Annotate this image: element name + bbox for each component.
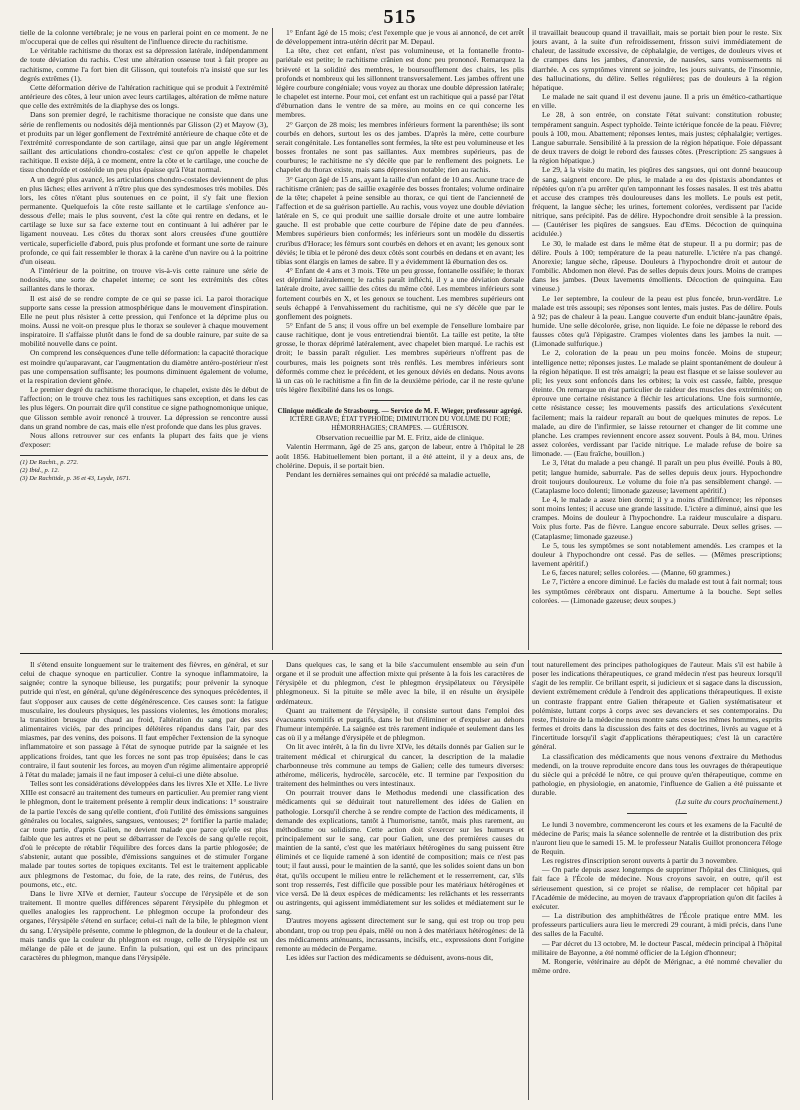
paragraph: Pendant les dernières semaines qui ont précédé sa maladie actuelle, — [286, 469, 491, 479]
paragraph: Dans le livre XIVe et dernier, l'auteur s'occupe de l'érysipèle et de son traitement. Il montre quelles différences séparent l'érysipèle du phlegmon et quelles analogies les rapprochent. Le phlegmon occupe la profondeur des organes, l'érysipèle s'étend en surface; celui-ci naît de la bile, le phlegmon vient du sang. L'érysipèle présente, comme le phlegmon, de la douleur et de la chaleur, mais tandis que la couleur du phlegmon est rouge, celle de l'érysipèle est un mélange de pâle et de jaune. Enfin la pulsation, qui est un des principaux caractères du phlegmon, manque dans l'érysipèle. — [20, 888, 268, 962]
news-item: — On parle depuis assez longtemps de supprimer l'hôpital des Cliniques, qui fait face à l'École de médecine. Nous croyons savoir, en outre, qu'il est sérieusement question, si ce projet se réalise, de remplacer cet hôpital par l'Académie de médecine, au moyen de travaux d'appropriation qu'on dit faciles à exécuter. — [532, 865, 782, 911]
column-rule — [272, 28, 273, 650]
paragraph: Quant au traitement de l'érysipèle, il consiste surtout dans l'emploi des évacuants vomitifs et purgatifs, dans le but d'éliminer et d'expulser au dehors l'humeur intempérée. La saignée est très rarement indiquée et seulement dans les cas où il y a mélange d'érysipèle et de phlegmon. — [276, 705, 524, 743]
bottom-column-3 — [532, 660, 782, 1100]
paragraph: Le 29, à la visite du matin, les piqûres des sangsues, qui ont donné beaucoup de sang, saignent encore. De plus, le malade a eu des épistaxis abondantes et répétées qu'on n'a pu arrêter qu'en tamponnant les fosses nasales. Il est très abattu et accuse des crampes très douloureuses dans les mollets. Le pouls est petit, fréquent, la langue sèche; les urines, fortement colorées, verdissent par l'acide nitrique, sans précipité. Pas de délire. Hypochondre droit sensible à la pression. — (Cautériser les piqûres de sangsues. Eau d'Ems. Décoction de quinquina acidulée.) — [532, 165, 782, 239]
paragraph: Le 4, le malade a assez bien dormi; il y a moins d'indifférence; les réponses sont moins lentes; il accuse une grande lassitude. L'ictère a diminué, ainsi que les crampes. Moins de douleur à l'hypochondre. La raideur musculaire a disparu. Voix plus forte. Pas de fièvre. Langue encore saburrale. Deux selles grises. — (Cataplasme; limonade gazeuse.) — [532, 494, 782, 541]
paragraph: Le 6, fæces naturel; selles colorées. — (Manne, 60 grammes.) — [542, 568, 731, 578]
continuation-note: (La suite du cours prochainement.) — [675, 797, 782, 807]
top-column-2 — [276, 28, 524, 650]
paragraph: D'autres moyens agissent directement sur le sang, qui est trop ou trop peu abondant, trop ou trop peu épais, mêlé ou non à des matériaux hétérogènes: de là des médicaments atténuants, incrassants, incisifs, etc., expressions dont l'origine remonte au médecin de Pergame. — [276, 916, 524, 953]
news-item: Le lundi 3 novembre, commenceront les cours et les examens de la Faculté de médecine de Paris; mais la séance solennelle de rentrée et la distribution des prix n'auront lieu que le samedi 15. M. le professeur Natalis Guillot prononcera l'éloge de Requin. — [532, 819, 782, 856]
paragraph: Le premier degré du rachitisme thoracique, le chapelet, existe dès le début de l'affection; on le trouve chez tous les rachitiques sans exception, et dans les cas les plus légers. On pourrait dire qu'il constitue ce signe pathognomonique unique, que Glisson semble avoir renoncé à trouver. La dépression se rencontre aussi dans un grand nombre de cas, mais elle n'est profonde que dans les plus graves. — [20, 385, 268, 431]
footnote: (3) De Rachitide, p. 36 et 43, Leyde, 1671. — [20, 475, 131, 483]
paragraph: A l'intérieur de la poitrine, on trouve vis-à-vis cette rainure une série de nodosités, une sorte de chapelet interne; ce sont les extrémités des côtes saillantes dans le thorax. — [20, 266, 268, 294]
paragraph: Valentin Herrmann, âgé de 25 ans, garçon de labeur, entre à l'hôpital le 28 août 1856. Habituellement bien portant, il a été atteint, il y a deux ans, de cholérine. Depuis, il se portait bien. — [276, 442, 524, 470]
news-item: — La distribution des amphithéâtres de l'École pratique entre MM. les professeurs particuliers aura lieu le mercredi 29 courant, à midi précis, dans l'une des salles de la Faculté. — [532, 911, 782, 939]
column-rule — [528, 28, 529, 650]
news-item: Les registres d'inscription seront ouverts à partir du 3 novembre. — [542, 856, 738, 866]
bottom-column-2 — [276, 660, 524, 1100]
footnotes — [20, 455, 268, 483]
clinic-section-subtitle: ICTÈRE GRAVE; ÉTAT TYPHOÏDE; DIMINUTION DU VOLUME DU FOIE; HÉMORRHAGIES; CRAMPES. — GUÉRISON. — [289, 416, 511, 432]
footnote: (1) De Rachit., p. 272. — [20, 459, 79, 467]
paragraph: Le malade ne sait quand il est devenu jaune. Il a pris un émético-cathartique en ville. — [532, 92, 782, 111]
paragraph: On comprend les conséquences d'une telle déformation: la capacité thoracique est moindre qu'auparavant, car l'augmentation du diamètre antéro-postérieur n'est pas une compensation suffisante; les poumons diminuent également de volume, et la respiration devient gênée. — [20, 348, 268, 385]
paragraph: 3° Garçon âgé de 15 ans, ayant la taille d'un enfant de 10 ans. Aucune trace de rachitisme crânien; pas de saillie exagérée des bosses frontales; volume ordinaire de la tête; chapelet à peine sensible au thorax, ce qui tient de l'ancienneté de l'affection et de sa guérison partielle. Au rachis, vous voyez une double déviation latérale en S, ce qui produit une saillie dorsale droite et une autre lombaire gauche. Il est probable que cette courbure de l'épine date de peu d'années. Membres supérieurs bien conformés; les inférieurs sont un modèle du dissertis crurïbus d'Horace; les fémurs sont courbés en dehors et en avant; les genoux sont déviés; le tibia et le péroné des deux côtés sont courbés en dedans et en avant; les tibias sont élargis en lames de sabre. Il y a évidemment là éburnation des os. — [276, 174, 524, 266]
footnote: (2) Ibid., p. 12. — [20, 467, 60, 475]
paragraph: tout naturellement des principes pathologiques de l'auteur. Mais s'il est habile à poser les indications thérapeutiques, ce grand médecin n'est pas heureux lorsqu'il s'agit de les remplir. Ce brillant esprit, si judicieux et si sagace dans la discussion, devient extrêmement crédule à l'endroit des applications thérapeutiques. Il existe un contraste frappant entre Galien thérapeute et Galien systématisateur et polémiste, luttant corps à corps avec ses devanciers et ses contemporains. Du reste, l'histoire de la médecine nous montre sans cesse les mêmes hommes, esprits fermes et droits dans la discussion des faits et des doctrines, livrés au vague et à l'incertitude lorsqu'il s'agit d'applications thérapeutiques; c'est là un caractère général. — [532, 660, 782, 752]
paragraph: Il s'étend ensuite longuement sur le traitement des fièvres, en général, et sur celui de chaque synoque en particulier. Contre la synoque inflammatoire, la saignée; contre la synoque bilieuse, les purgatifs; pour prévenir la synoque putride qui n'est, en général, qu'une dégénérescence des synoques précédentes, il faut s'opposer aux causes de cette dégénérescence. Ces causes sont: la fatigue musculaire, les douleurs physiques, les passions violentes, les émotions morales; la transition brusque du chaud au froid, l'altération du sang par des sucs alimentaires viciés, par des principes délétères répandus dans l'air, par des miasmes, par des venins, des poisons. Il faut empêcher l'extension de la synoque inflammatoire et son passage à l'état de synoque putride par la saignée et les applications froides, tant que les forces ne sont pas trop épuisées; dans le cas contraire, il faut soutenir les forces, au moyen d'un régime alimentaire approprié à l'état du malade; jamais il ne faut imposer à celui-ci une diète absolue. — [20, 660, 268, 779]
section-divider — [627, 813, 687, 814]
section-divider — [370, 400, 430, 401]
observation-credit: Observation recueillie par M. E. Fritz, aide de clinique. — [316, 433, 484, 443]
paragraph: 1° Enfant âgé de 15 mois; c'est l'exemple que je vous ai annoncé, de cet arrêt de développement intra-utérin décrit par M. Depaul. — [276, 28, 524, 47]
paragraph: La classification des médicaments que nous venons d'extraire du Methodus medendi, on la trouve reproduite encore dans tous les ouvrages de thérapeutique du siècle qui a précédé le nôtre, ce qui prouve qu'en thérapeutique, comme en pathologie, en physiologie, en anatomie, l'influence de Galien a été puissante et durable. — [532, 751, 782, 798]
paragraph: Le véritable rachitisme du thorax est sa dépression latérale, indépendamment de toute déviation du rachis. C'est une altération osseuse tout à fait propre au rachitisme, comme l'a fort bien dit Glisson, qui toutefois n'a insisté que sur les degrés extrêmes (1). — [20, 46, 268, 83]
paragraph: La tête, chez cet enfant, n'est pas volumineuse, et la fontanelle fronto-pariétale est petite; le rachitisme crânien est donc peu prononcé. Remarquez la brièveté et la solidité des membres, le boursoufflement des chairs, les plis profonds et nombreux qui les sillonnent transversalement. Les jambes offrent une légère courbure congéniale; vous voyez au thorax une double dépression latérale; le chapelet est interne. Pour moi, cet enfant est un rachitique qui a passé par l'état d'éburnation dans le ventre de sa mère, au moins en ce qui concerne les membres. — [276, 46, 524, 120]
paragraph: Le 7, l'ictère a encore diminué. Le faciès du malade est tout à fait normal; tous les symptômes cérébraux ont disparu. Amertume à la bouche. Sept selles colorées. — (Limonade gazeuse; deux soupes.) — [532, 577, 782, 605]
bottom-column-1 — [20, 660, 268, 1100]
paragraph: On pourrait trouver dans le Methodus medendi une classification des médicaments qui se déduirait tout naturellement des idées de Galien en pathologie. Lorsqu'il cherche à se rendre compte de l'action des médicaments, il demande des explications, tantôt à l'humorisme, tantôt, mais plus rarement, au méthodisme ou solidisme. Cette action doit s'exercer sur les humeurs et principalement sur le sang, car pour Galien, une des premières causes du maintien de la santé, c'est que les matériaux hétérogènes du sang puissent être éliminés et ce liquide ramené à son identité de composition; mais ce n'est pas tout; il faut aussi, pour le maintien de la santé, que les solides soient dans un bon état, qu'ils occupent le milieu entre le relâchement et le resserrement, car, s'ils sont trop resserrés, l'est difficile que possible pour les matériaux hétérogènes et vice versâ. De là deux espèces de médicaments: les relâchants et les resserrants ou astringents, qui agissent immédiatement sur les solides et médiatement sur le sang. — [276, 788, 524, 917]
top-column-1 — [20, 28, 268, 650]
paragraph: Le 5, tous les symptômes se sont notablement amendés. Les crampes et la douleur à l'hypochondre ont cessé. Pas de selles. — (Mêmes prescriptions; lavement apéritif.) — [532, 540, 782, 569]
news-item: — Par décret du 13 octobre, M. le docteur Pascal, médecin principal à l'hôpital militaire de Bayonne, a été nommé officier de la Légion d'honneur; — [532, 938, 782, 957]
paragraph: Dans quelques cas, le sang et la bile s'accumulent ensemble au sein d'un organe et il se produit une affection mixte qui présente à la fois les caractères de l'érysipèle et du phlegmon, c'est le phlegmon érysipélateux ou l'érysipèle phlegmoneux. Si la pituite se mêle avec la bile, il en résulte un érysipèle œdémateux. — [276, 660, 524, 706]
paragraph: 2° Garçon de 28 mois; les membres inférieurs forment la parenthèse; ils sont courbés en dehors, surtout les os des jambes. D'après la mère, cette courbure serait congénitale. Les fontanelles sont fermées, la tête est peu volumineuse et les bosses frontales ne sont pas saillantes. Aux membres supérieurs, pas de courbures; le rachitisme ne s'y décèle que par le renflement des poignets. Le chapelet du thorax existe, mais sans dépression notable; rien au rachis. — [276, 119, 524, 175]
top-column-3 — [532, 28, 782, 650]
paragraph: Le 30, le malade est dans le même état de stupeur. Il a pu dormir; pas de délire. Pouls à 100; température de la peau naturelle. L'ictère n'a pas changé. Anorexie; langue sèche, râpeuse. Douleurs à l'hypochondre droit et autour de l'ombilic. Abdomen non élevé. Pas de selles depuis deux jours. Moins de crampes dans les jambes. (Deux lavements émollients. Décoction de quinquina. Eau vineuse.) — [532, 238, 782, 294]
paragraph: Il est aisé de se rendre compte de ce qui se passe ici. La paroi thoracique supporte sans cesse la pression atmosphérique dans le mouvement d'inspiration. Elle ne peut plus résister à cette pression, qui l'enfonce et la déprime plus ou moins. Aussi ne voit-on presque plus le thorax se soulever à chaque mouvement inspiratoire. Il s'affaisse plutôt dans le fond de sa double rainure, par suite de sa mobilité nouvelle dans ce point. — [20, 293, 268, 349]
clinic-section-title: Clinique médicale de Strasbourg. — Service de M. F. Wieger, professeur agrégé. — [277, 407, 523, 416]
paragraph: On lit avec intérêt, à la fin du livre XIVe, les détails donnés par Galien sur le traitement médical et chirurgical du cancer, la description de la maladie charbonneuse très commune au temps de Galien; celle des tumeurs diverses: athérome, méliceris, hydrocèle, sarcocèle, etc. Il termine par l'exposition du traitement des helminthes ou vers intestinaux. — [276, 742, 524, 789]
paragraph: Le 3, l'état du malade a peu changé. Il paraît un peu plus éveillé. Pouls à 80, petit; langue humide, saburrale. Pas de selles depuis deux jours. Hypochondre droit toujours douloureux. Le volume du foie n'a pas sensiblement changé. — (Cataplasme loco dolenti; limonade gazeuse; lavement apéritif.) — [532, 458, 782, 495]
column-rule — [528, 660, 529, 1100]
section-separator — [20, 653, 782, 654]
news-item: M. Rongerie, vétérinaire au dépôt de Mérignac, a été nommé chevalier du même ordre. — [532, 956, 782, 975]
paragraph: Cette déformation dérive de l'altération rachitique qui se produit à l'extrémité antérieure des côtes, à leur union avec leurs cartilages, altération de même nature que celle des extrémités de la diaphyse des os longs. — [20, 82, 268, 111]
paragraph: Le 2, coloration de la peau un peu moins foncée. Moins de stupeur; intelligence nette; réponses justes. Le malade se plaint spontanément de douleur à la région hépatique. Il est très amaigri; la peau est flasque et se laisse soulever au pli; les yeux sont enfoncés dans les orbites; la voix est cassée, faible, presque éteinte. On remarque un état particulier de raideur des muscles des extrémités; on éprouve une certaine résistance à fléchir les articulations. Une fois surmontée, cette résistance cesse; les mouvements passifs des articulations s'exécutent facilement; mais la raideur reparaît au bout de quelques minutes de repos. Le malade, au dire de l'infirmier, se laisse retourner et changer de lit comme une planche. Les crampes reviennent encore assez souvent. Pouls à 84, mou. Urines assez colorées, verdissant par l'acide nitrique. Le malade refuse de boire sa limonade. — (Eau fraîche, bouillon.) — [532, 348, 782, 459]
paragraph: 4° Enfant de 4 ans et 3 mois. Tête un peu grosse, fontanelle ossifiée; le thorax est déprimé latéralement; le rachis paraît infléchi, il y a une déviation dorsale latérale droite, avec saillie des côtes du même côté. Les membres inférieurs sont fortement courbés en X, et les genoux se touchent. Les membres supérieurs ont seuls échappé à l'envahissement du rachitisme, qui ne s'y décèle que par le gonflement des poignets. — [276, 266, 524, 321]
paragraph: Dans son premier degré, le rachitisme thoracique ne consiste que dans une série de renflements ou nodosités déjà mentionnés par Glisson (2) et Mayow (3), et produits par un léger gonflement de l'extrémité antérieure de chaque côte et de l'extrémité correspondante de son cartilage, ainsi que par un angle légèrement saillant des articulations chondro-costales: c'est ce qu'on appelle le chapelet rachitique. Il existe déjà, à ce moment, entre la côte et le cartilage, une couche de tissu chondroïde et ostéoïde un peu plus épaisse qu'à l'état normal. — [20, 110, 268, 175]
paragraph: 5° Enfant de 5 ans; il vous offre un bel exemple de l'ensellure lombaire par cause rachitique, dont je vous entretiendrai bientôt. La taille est petite, la tête grosse, le thorax déprimé latéralement, avec chapelet bien marqué. Le rachis est droit; le bassin paraît régulier. Les membres supérieurs n'offrent pas de courbures, mais les poignets sont très renflés. Les membres inférieurs sont déformés comme chez le précédent, et les genoux déviés en dedans. Nous avons là un cas où le rachitisme a fin fin de la deuxième période, car il ne reste qu'une très légère flexibilité dans les os longs. — [276, 321, 524, 395]
column-rule — [272, 660, 273, 1100]
paragraph: Telles sont les considérations développées dans les livres XIe et XIIe. Le livre XIIIe est consacré au traitement des tumeurs en particulier. Au premier rang vient le phlegmon, dont le traitement présente à remplir deux indications: 1° soustraire de la partie l'excès de sang qu'elle contient, d'où l'utilité des émissions sanguines générales ou locales, saignées, sangsues, ventouses; 2° fortifier la partie malade; car toute partie, d'après Galien, ne devient malade que parce qu'elle est plus faible que les autres et ne peut se débarrasser de l'excès de sang qu'elle reçoit, d'où le précepte de rétablir l'équilibre des forces dans la partie phlogosée; de s'abstenir, autant que possible, d'émissions sanguines et de stimuler l'organe malade par toutes sortes de topiques excitants. Tel est le traitement applicable aux phlegmons de l'estomac, du foie, de la rate, des reins, de l'utérus, des poumons, etc., etc. — [20, 779, 268, 889]
paragraph: Le 1er septembre, la couleur de la peau est plus foncée, brun-verdâtre. Le malade est très assoupi; ses réponses sont lentes, mais justes. Pas de délire. Pouls à 92; pas de chaleur à la peau. Langue couverte d'un enduit blanc-jaunâtre épais, humide. Une selle décolorée, grise, non liquide. Le foie ne dépasse le rebord des fausses côtes qu'à l'épigastre. Crampes violentes dans les jambes la nuit. — (Limonade sulfurique.) — [532, 293, 782, 349]
paragraph: Nous allons retrouver sur ces enfants la plupart des faits que je viens d'exposer: — [20, 430, 268, 450]
page-number: 515 — [383, 6, 417, 28]
paragraph: tielle de la colonne vertébrale; je ne vous en parlerai point en ce moment. Je ne m'occuperai que de celles qui résultent de l'influence directe du rachitisme. — [20, 28, 268, 47]
paragraph: Les idées sur l'action des médicaments se déduisent, avons-nous dit, — [286, 953, 493, 962]
paragraph: A un degré plus avancé, les articulations chondro-costales deviennent de plus en plus lâches; elles arrivent à n'être plus que des syndesmoses très mobiles. Dès lors, les côtes n'étant plus soutenues en ce point, il s'y fait une flexion permanente. Quelquefois la côte reste saillante et le cartilage s'enfonce au-dessous d'elle; mais le plus souvent, c'est la côte qui rentre en dedans, et le cartilage se luxe sur sa face externe tout en continuant à lui adhérer par le ligament nouveau. Les côtes du thorax sont alors creusées d'une gouttière verticale, superficielle d'abord, puis plus profonde et formant une sorte de rainure profonde, ce qui fait ressembler le thorax à la carène d'un navire ou à la poitrine d'un oiseau. — [20, 174, 268, 266]
paragraph: il travaillait beaucoup quand il travaillait, mais se portait bien pour le reste. Six jours avant, à la suite d'un refroidissement, frisson suivi immédiatement de chaleur, de lassitude excessive, de céphalalgie, de vertiges, de douleurs vives et de crampes dans les jambes, d'anorexie, de nausées, sans vomissements ni diarrhée. A ces symptômes vinrent se joindre, les jours suivants, de l'insomnie, des hallucinations, du délire. Selles régulières; pas de douleurs à la région hépatique. — [532, 28, 782, 92]
paragraph: Le 28, à son entrée, on constate l'état suivant: constitution robuste; tempérament sanguin. Aspect typhoïde. Teinte ictérique foncée de la peau. Fièvre; pouls à 100, mou. Abattement; réponses lentes, mais justes; céphalalgie; vertiges. Langue saburrale. Sensibilité à la pression de la région hépatique. Foie dépassant de deux travers de doigt le rebord des fausses côtes. (Prescription: 25 sangsues à la région hépatique.) — [532, 110, 782, 166]
